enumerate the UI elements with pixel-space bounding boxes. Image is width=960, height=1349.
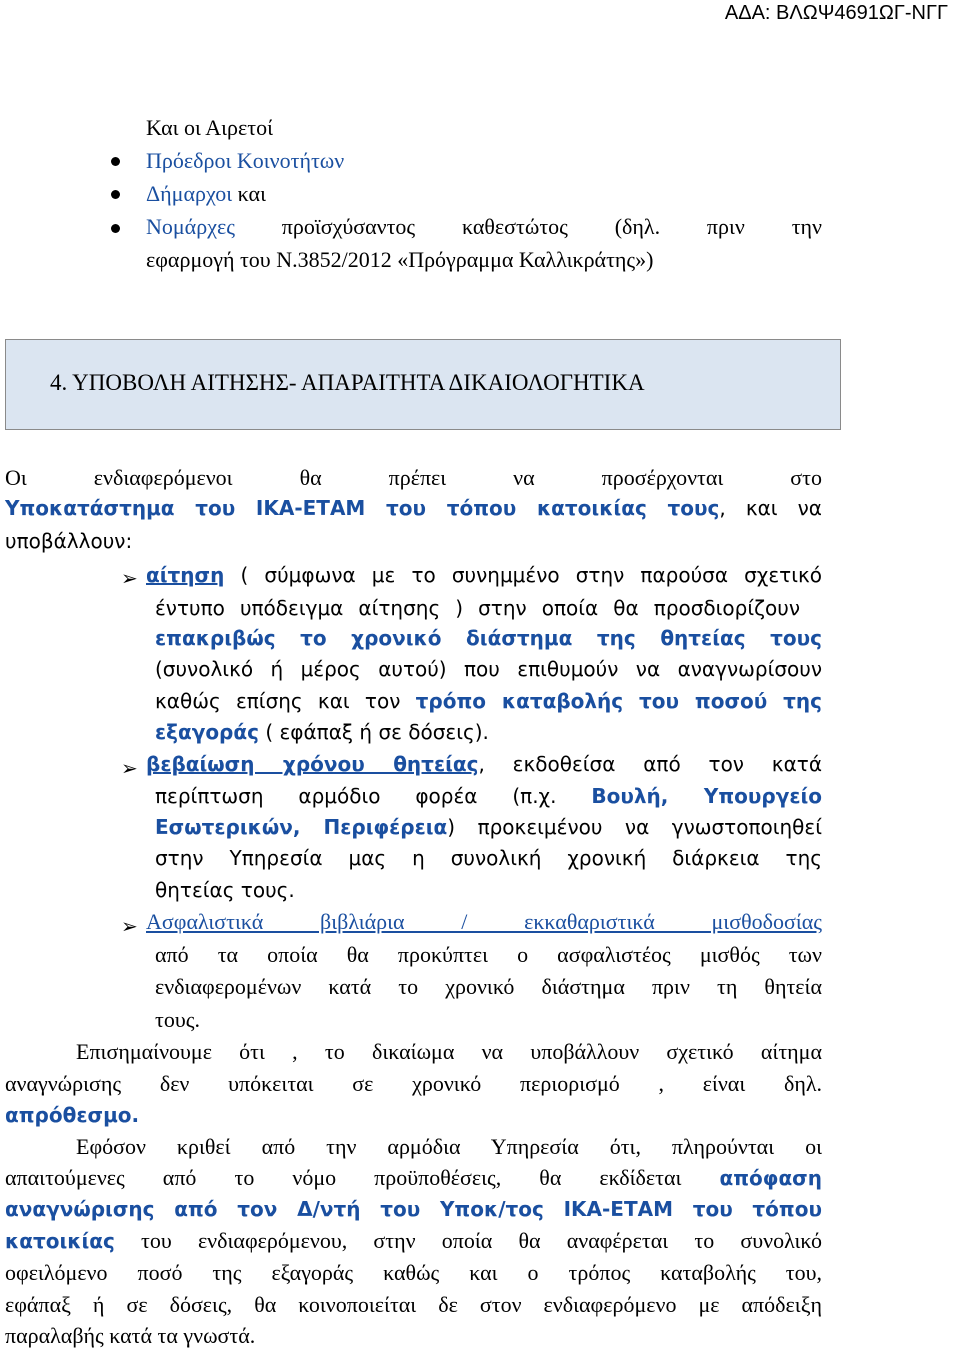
paragraph-line: οφειλόμενο ποσό της εξαγοράς καθώς και ο τρόπος καταβολής του, — [5, 1260, 822, 1285]
paragraph-line: απρόθεσμο. — [5, 1103, 140, 1127]
list-item-line: από τα οποία θα προκύπτει ο ασφαλιστέος μισθός των — [155, 942, 822, 967]
list-item-line: Εσωτερικών, Περιφέρεια) προκειμένου να γνωστοποιηθεί — [155, 815, 822, 839]
list-item-asfalistika: Ασφαλιστικά βιβλιάρια / εκκαθαριστικά μισθοδοσίας — [146, 909, 822, 934]
list-item-line: επακριβώς το χρονικό διάστημα της θητείας τους — [155, 626, 822, 650]
section-heading: 4. ΥΠΟΒΟΛΗ ΑΙΤΗΣΗΣ- ΑΠΑΡΑΙΤΗΤΑ ΔΙΚΑΙΟΛΟΓΗΤΙΚΑ — [50, 370, 645, 395]
paragraph-line: παραλαβής κατά τα γνωστά. — [5, 1323, 256, 1348]
list-item-line: τους. — [155, 1007, 200, 1032]
paragraph-line: εφάπαξ ή σε δόσεις, θα κοινοποιείται δε στον ενδιαφερόμενο με απόδειξη — [5, 1292, 822, 1317]
list-item-line: καθώς επίσης και τον τρόπο καταβολής του ποσού της — [155, 689, 822, 713]
bullet-dot-icon — [111, 157, 120, 166]
paragraph-line: απαιτούμενες από το νόμο προϋποθέσεις, θα εκδίδεται απόφαση — [5, 1165, 822, 1190]
list-item-dimarxoi: Δήμαρχοι και — [146, 181, 266, 206]
list-item-line: ενδιαφερομένων κατά το χρονικό διάστημα πριν τη θητεία — [155, 974, 822, 999]
paragraph-line: υποβάλλουν: — [5, 529, 133, 553]
list-item-proedroi: Πρόεδροι Κοινοτήτων — [146, 148, 345, 173]
list-item-aitisi: αίτηση ( σύμφωνα με το συνημμένο στην παρούσα σχετικό — [146, 563, 822, 587]
list-item-vevaiosi: βεβαίωση χρόνου θητείας, εκδοθείσα από τον κατά — [146, 752, 823, 776]
list-item-line: θητείας τους. — [155, 878, 295, 902]
list-item-line: περίπτωση αρμόδιο φορέα (π.χ. Βουλή, Υπουργείο — [155, 784, 822, 808]
paragraph-line: Εφόσον κριθεί από την αρμόδια Υπηρεσία ότι, πληρούνται οι — [76, 1134, 822, 1159]
bullet-dot-icon — [111, 190, 120, 199]
arrow-bullet-icon: ➢ — [121, 568, 138, 590]
list-item-line: έντυπο υπόδειγμα αίτησης ) στην οποία θα προσδιορίζουν — [155, 596, 800, 620]
list-item-line: (συνολικό ή μέρος αυτού) που επιθυμούν να αναγνωρίσουν — [155, 657, 822, 681]
list-item-line: εξαγοράς ( εφάπαξ ή σε δόσεις). — [155, 720, 489, 744]
arrow-bullet-icon: ➢ — [121, 916, 138, 938]
list-item-nomarxes: Νομάρχες προϊσχύσαντος καθεστώτος (δηλ. πριν την — [146, 214, 822, 239]
paragraph-line: αναγνώρισης από τον Δ/ντή του Υποκ/τος ΙΚΑ-ΕΤΑΜ του τόπου — [5, 1197, 822, 1221]
paragraph-line: κατοικίας του ενδιαφερόμενου, στην οποία θα αναφέρεται το συνολικό — [5, 1228, 822, 1253]
paragraph-line: Οι ενδιαφερόμενοι θα πρέπει να προσέρχονται στο — [5, 465, 822, 490]
bullet-dot-icon — [111, 224, 120, 233]
list-item-line: στην Υπηρεσία μας η συνολική χρονική διάρκεια της — [155, 846, 822, 870]
paragraph-line: αναγνώρισης δεν υπόκειται σε χρονικό περιορισμό , είναι δηλ. — [5, 1071, 822, 1096]
intro-line: Και οι Αιρετοί — [146, 115, 274, 140]
paragraph-line: Υποκατάστημα του ΙΚΑ-ΕΤΑΜ του τόπου κατοικίας τους, και να — [5, 496, 822, 520]
arrow-bullet-icon: ➢ — [121, 758, 138, 780]
ada-code: ΑΔΑ: ΒΛΩΨ4691ΩΓ-ΝΓΓ — [724, 2, 948, 24]
list-item-continuation: εφαρμογή του Ν.3852/2012 «Πρόγραμμα Καλλικράτης») — [146, 247, 654, 272]
paragraph-line: Επισημαίνουμε ότι , το δικαίωμα να υποβάλλουν σχετικό αίτημα — [76, 1039, 822, 1064]
